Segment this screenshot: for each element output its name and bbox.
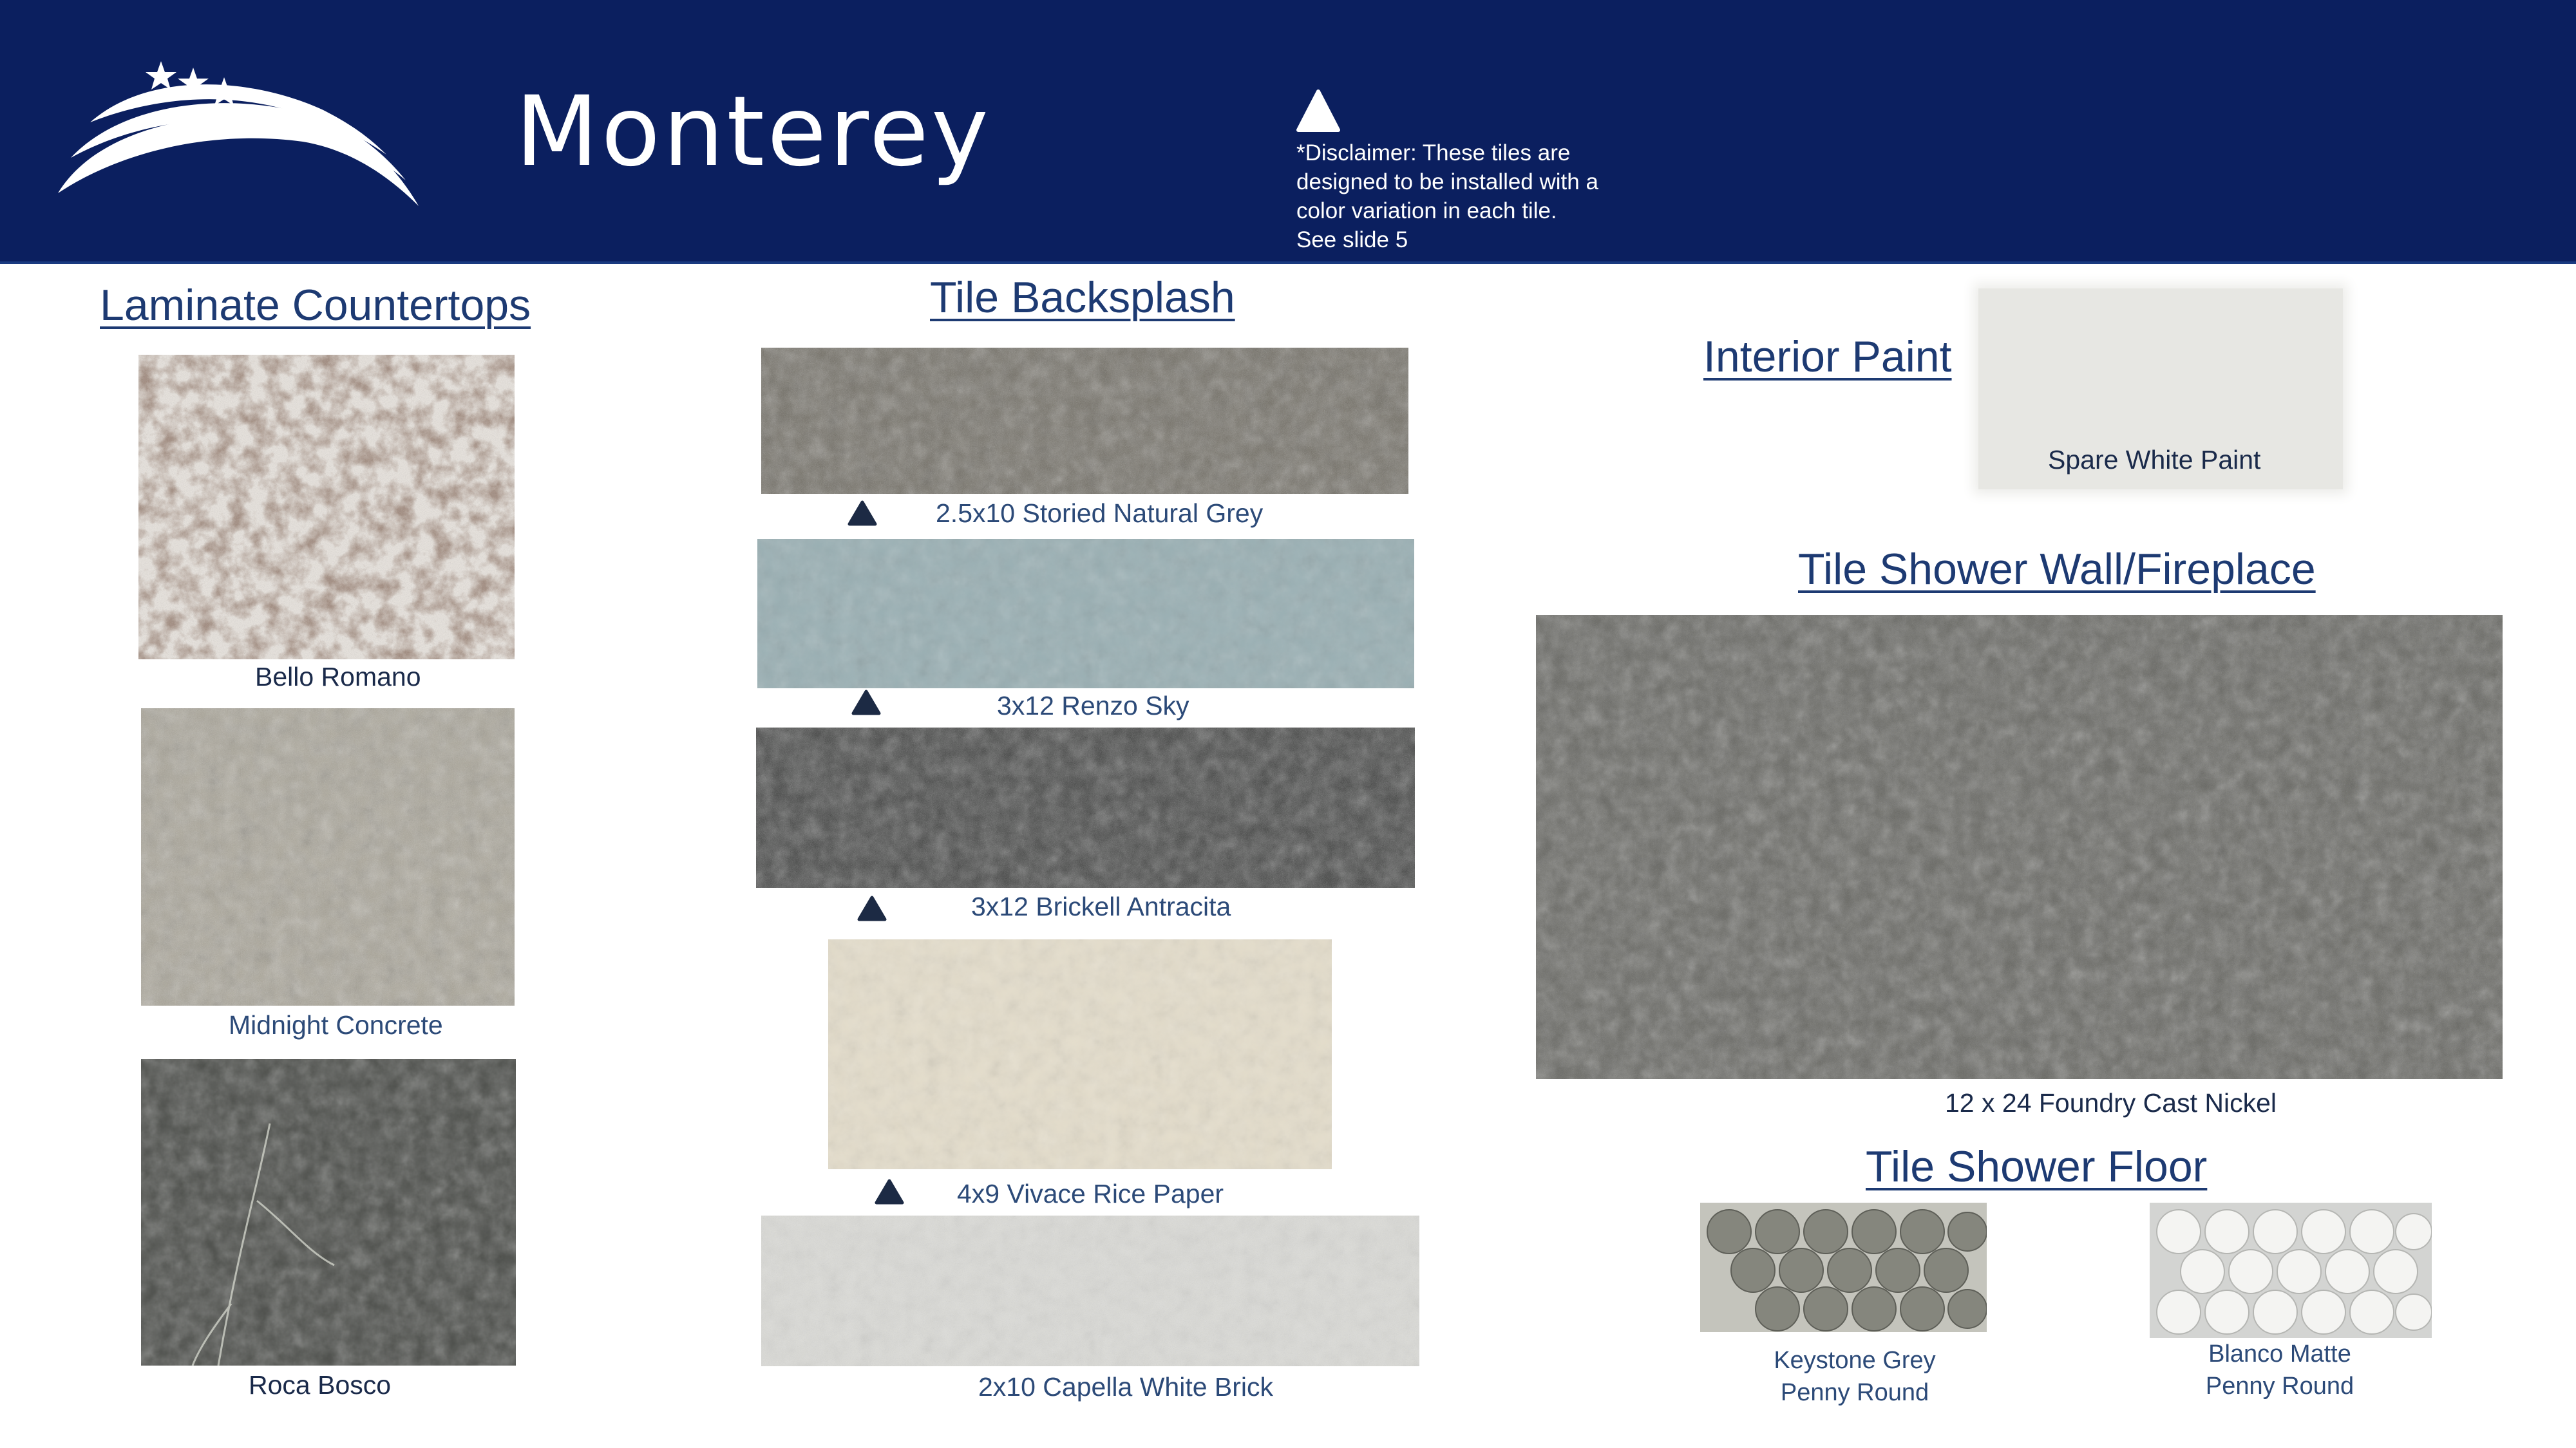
disclaimer-text: *Disclaimer: These tiles are designed to be installed with a color variation in each tile. See slide 5 (1296, 140, 1598, 252)
vivace-rice-paper-swatch (828, 939, 1332, 1169)
header-divider (0, 261, 2576, 264)
backsplash-label: 3x12 Renzo Sky (997, 691, 1189, 720)
capella-white-brick-swatch (761, 1216, 1419, 1366)
countertops-heading: Laminate Countertops (100, 281, 531, 330)
countertop-label: Midnight Concrete (229, 1010, 443, 1040)
backsplash-label: 2.5x10 Storied Natural Grey (936, 498, 1264, 528)
countertop-label: Roca Bosco (249, 1370, 392, 1400)
storied-natural-grey-swatch (761, 348, 1408, 494)
page-title: Monterey (515, 76, 991, 188)
shower-floor-label: Keystone Grey Penny Round (1774, 1347, 1936, 1406)
flag-swoosh-logo (45, 45, 431, 219)
backsplash-heading: Tile Backsplash (930, 273, 1235, 322)
triangle-icon (847, 500, 878, 527)
blanco-matte-penny-round-swatch (2150, 1203, 2432, 1338)
shower-floor-label: Blanco Matte Penny Round (2205, 1340, 2354, 1400)
shower-wall-heading: Tile Shower Wall/Fireplace (1798, 545, 2316, 594)
triangle-icon (857, 895, 887, 922)
midnight-concrete-swatch (141, 708, 515, 1006)
countertop-label: Bello Romano (255, 662, 421, 691)
paint-label: Spare White Paint (2048, 445, 2261, 475)
roca-bosco-swatch (141, 1059, 516, 1366)
backsplash-label: 3x12 Brickell Antracita (971, 892, 1231, 921)
shower-wall-label: 12 x 24 Foundry Cast Nickel (1945, 1088, 2277, 1118)
triangle-icon (1296, 89, 1341, 133)
renzo-sky-swatch (757, 539, 1414, 688)
brickell-antracita-swatch (756, 728, 1415, 888)
backsplash-label: 4x9 Vivace Rice Paper (957, 1179, 1224, 1208)
foundry-cast-nickel-swatch (1536, 615, 2503, 1079)
paint-heading: Interior Paint (1703, 332, 1952, 381)
backsplash-label: 2x10 Capella White Brick (978, 1372, 1274, 1402)
triangle-icon (851, 689, 882, 716)
keystone-grey-penny-round-swatch (1700, 1203, 1987, 1332)
bello-romano-swatch (138, 355, 515, 659)
shower-floor-heading: Tile Shower Floor (1866, 1142, 2208, 1191)
triangle-icon (874, 1178, 905, 1205)
